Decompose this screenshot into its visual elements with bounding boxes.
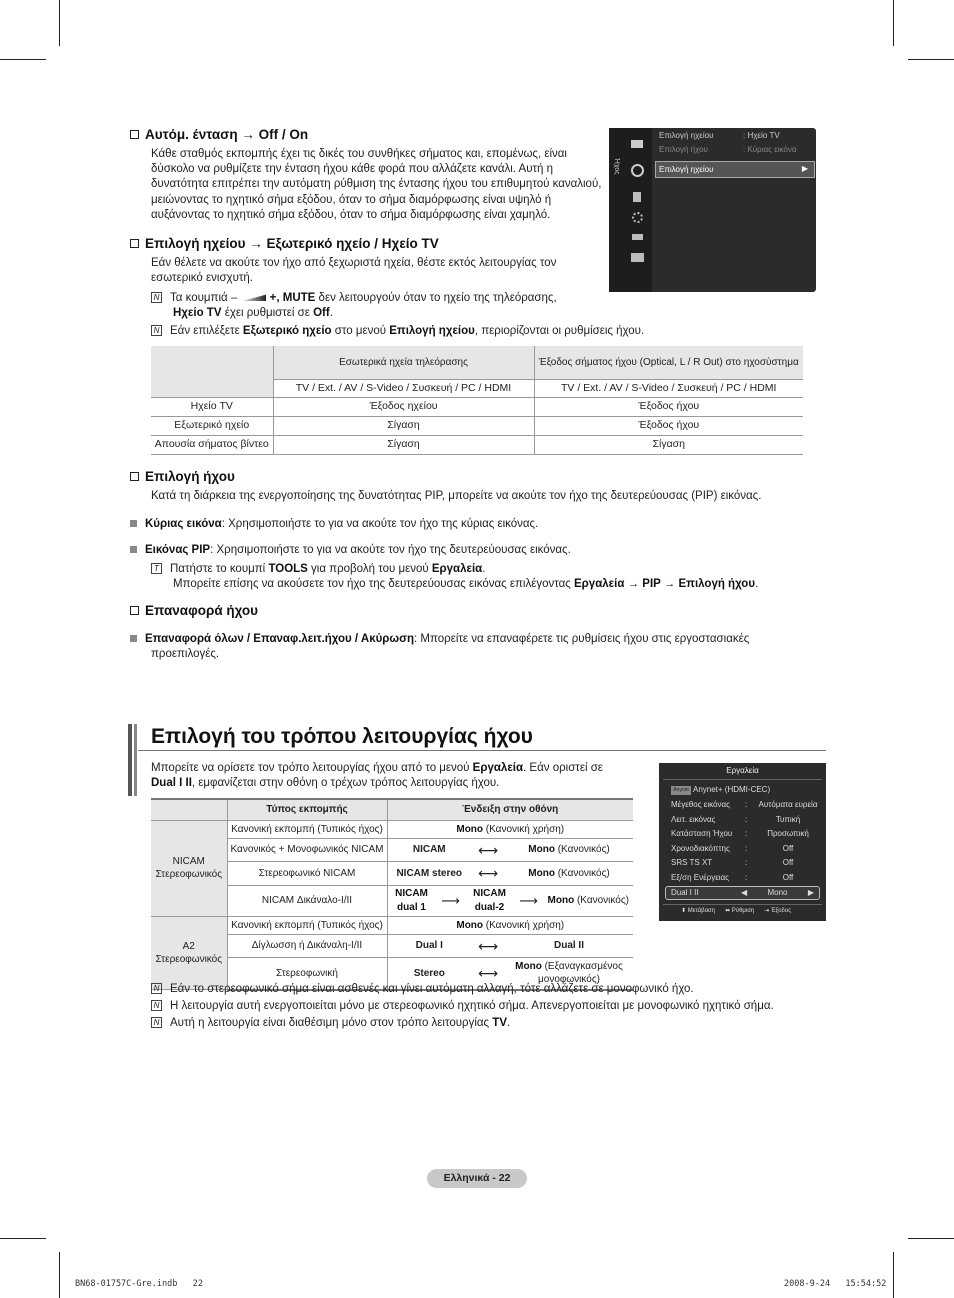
table-header: Εσωτερικά ηχεία τηλεόρασης [273,346,534,379]
note-icon: N [151,983,162,994]
heading-rule [138,750,826,751]
heading-bar [134,724,137,796]
dual-selector[interactable]: Dual I II ◀ Mono ▶ [665,886,820,900]
sound-select-heading: Επιλογή ήχου [130,468,235,486]
reset-bullet: Επαναφορά όλων / Επαναφ.λειτ.ήχου / Ακύρωση: Μπορείτε να επαναφέρετε τις ρυθμίσεις ήχου στις εργοστασιακές προεπιλογές. [130,632,820,662]
speaker-select-heading: Επιλογή ηχείου → Εξωτερικό ηχείο / Ηχείο TV [130,235,439,253]
arrow-left-icon[interactable]: ◀ [741,887,748,897]
anynet-badge: Anynet [671,786,691,795]
note-icon: N [151,325,162,336]
osd-sidebar [609,128,652,292]
mode-note-1: N Εάν το στερεοφωνικό σήμα είναι ασθενές και γίνει αυτόματη αλλαγή, τότε αλλάζετε σε μονοφωνικό ήχο. [151,982,831,997]
left-right-icon: ⬌ [725,908,731,914]
checkbox-icon [130,130,139,139]
up-down-icon: ⬍ [681,908,687,914]
sound-select-bullet-2: Εικόνας PIP: Χρησιμοποιήστε το για να ακούτε τον ήχο της δευτερεύουσας εικόνας. [130,543,830,558]
osd-row-label: Επιλογή ήχου [659,145,708,154]
table-row: Ηχείο TV Έξοδος ηχείου Έξοδος ήχου [151,398,803,417]
auto-volume-heading: Αυτόμ. ένταση → Off / On [130,126,308,144]
mode-note-3: N Αυτή η λειτουργία είναι διαθέσιμη μόνο στον τρόπο λειτουργίας TV. [151,1016,831,1031]
page-number-badge: Ελληνικά - 22 [427,1169,527,1188]
table-header: Ένδειξη στην οθόνη [387,799,633,820]
list-item[interactable]: Εξ/ση Ενέργειας : Off [671,872,794,882]
osd-list [671,800,821,888]
arrow-right-icon: ⟶ [441,893,460,909]
bidirectional-arrow-icon: ⟷ [471,838,505,861]
sound-menu-osd [609,128,816,292]
bidirectional-arrow-icon: ⟷ [471,934,505,957]
setup-icon [632,212,643,223]
note-icon: N [151,292,162,303]
arrow-right-icon: ⟶ [519,893,538,909]
table-row: Στερεοφωνικό NICAM NICAM stereo ⟷ Mono (Κανονικός) [151,862,633,885]
osd-title: Εργαλεία [726,766,759,775]
checkbox-icon [130,606,139,615]
table-row: Απουσία σήματος βίντεο Σίγαση Σίγαση [151,436,803,455]
speaker-table [151,346,803,455]
crop-mark [59,1252,60,1298]
table-row: NICAM Δικάναλο-I/II NICAM dual 1 ⟶ NICAM dual-2 ⟶ Mono (Κανονικός) [151,885,633,916]
table-row: Κανονικός + Μονοφωνικός NICAM NICAM ⟷ Mono (Κανονικός) [151,838,633,861]
list-item[interactable]: Χρονοδιακόπτης : Off [671,843,794,853]
heading-bar [128,724,132,796]
crop-mark [893,1252,894,1298]
table-row: NICAM Στερεοφωνικός Κανονική εκπομπή (Τυπικός ήχος) Mono (Κανονική χρήση) [151,820,633,838]
checkbox-icon [130,472,139,481]
tools-note: T Πατήστε το κουμπί TOOLS για προβολή του μενού Εργαλεία. Μπορείτε επίσης να ακούσετε τον ήχο της δευτερεύουσας εικόνας επιλέγοντας Εργαλεία → PIP → Επιλογή ήχου. [151,562,851,592]
crop-mark [908,59,954,60]
bidirectional-arrow-icon: ⟷ [471,862,505,885]
speaker-select-body: Εάν θέλετε να ακούτε τον ήχο από ξεχωριστά ηχεία, θέστε εκτός λειτουργίας τον εσωτερικό ενισχυτή. [151,257,557,285]
auto-volume-body: Κάθε σταθμός εκπομπής έχει τις δικές του συνθήκες σήματος και, επομένως, είναι δύσκολο να ρυθμίζετε την ένταση ήχου κάθε φορά που αλλάζετε κανάλι. Αυτή η δυνατότητα επιτρέπει την αυτόματη ρύθμιση της έντασης ήχου του επιθυμητού καναλιού, μειώνοντας το ηχητικό σήμα εξόδου, όταν το σήμα διαμόρφωσης είναι υψηλό ή αυξάνοντας το ηχητικό σήμα εξόδου, όταν το σήμα διαμόρφωσης είναι χαμηλό. [151,148,602,221]
table-corner [151,346,273,398]
page-title: Επιλογή του τρόπου λειτουργίας ήχου [151,725,533,748]
table-row: A2 Στερεοφωνικός Κανονική εκπομπή (Τυπικός ήχος) Mono (Κανονική χρήση) [151,916,633,934]
sound-icon [631,164,644,177]
tools-icon: T [151,563,162,574]
crop-mark [893,0,894,46]
table-row: Εξωτερικό ηχείο Σίγαση Έξοδος ήχου [151,417,803,436]
note-icon: N [151,1017,162,1028]
table-header: Έξοδος σήματος ήχου (Optical, L / R Out) στο ηχοσύστημα [534,346,803,379]
osd-row-value: : Κύριας εικόνα [743,145,797,154]
print-footer-left: BN68-01757C-Gre.indb 22 [75,1279,203,1289]
bidirectional-arrow-icon: ⟷ [471,958,505,990]
sound-select-bullet-1: Κύριας εικόνα: Χρησιμοποιήστε το για να ακούτε τον ήχο της κύριας εικόνας. [130,517,830,532]
table-row: Στερεοφωνική Stereo ⟷ Mono (Εξαναγκασμένος μονοφωνικός) [151,958,633,990]
mode-intro: Μπορείτε να ορίσετε τον τρόπο λειτουργίας ήχου από το μενού Εργαλεία. Εάν οριστεί σε Dual I II, εμφανίζεται στην οθόνη ο τρέχων τρόπος λειτουργίας ήχου. [151,762,603,790]
group-label: A2 Στερεοφωνικός [151,916,227,990]
volume-icon [240,294,266,301]
tools-menu-osd [659,763,826,921]
input-icon [632,234,643,240]
reset-heading: Επαναφορά ήχου [130,602,258,620]
print-footer-right: 2008-9-24 15:54:52 [784,1279,887,1289]
table-subheader: TV / Ext. / AV / S-Video / Συσκευή / PC / HDMI [273,379,534,398]
application-icon [631,253,644,262]
osd-row-value: : Ηχείο TV [743,131,780,140]
table-corner [151,799,227,820]
list-item[interactable]: Κατάσταση Ήχου : Προσωπική [671,829,809,839]
osd-selected-row[interactable]: Επιλογή ηχείου ▶ [655,161,815,178]
mode-note-2: N Η λειτουργία αυτή ενεργοποιείται μόνο με στερεοφωνικό ηχητικό σήμα. Απενεργοποιείται με μονοφωνικό ηχητικό σήμα. [151,999,831,1014]
anynet-row[interactable]: Anynet Anynet+ (HDMI-CEC) [671,785,770,796]
list-item[interactable]: Λειτ. εικόνας : Τυπική [671,814,801,824]
speaker-note-2: N Εάν επιλέξετε Εξωτερικό ηχείο στο μενού Επιλογή ηχείου, περιορίζονται οι ρυθμίσεις ήχου. [151,324,851,339]
crop-mark [0,59,46,60]
arrow-right-icon: ▶ [801,164,808,173]
list-item[interactable]: SRS TS XT : Off [671,858,794,868]
crop-mark [908,1238,954,1239]
note-icon: N [151,1000,162,1011]
picture-icon [631,140,643,148]
osd-side-label: Ήχος [613,158,621,175]
crop-mark [59,0,60,46]
crop-mark [0,1238,46,1239]
exit-icon: ⇥ [764,908,770,914]
osd-row-label: Επιλογή ηχείου [659,131,714,140]
table-row: Δίγλωσση ή Δικάναλη-I/II Dual I ⟷ Dual II [151,934,633,957]
table-subheader: TV / Ext. / AV / S-Video / Συσκευή / PC / HDMI [534,379,803,398]
sound-select-body: Κατά τη διάρκεια της ενεργοποίησης της δυνατότητας PIP, μπορείτε να ακούτε τον ήχο της δευτερεύουσας (PIP) εικόνας. [151,490,762,502]
bullet-icon [130,635,137,642]
list-item[interactable]: Μέγεθος εικόνας : Αυτόματα ευρεία [671,800,818,809]
arrow-right-icon[interactable]: ▶ [807,887,814,897]
mode-table [151,798,633,991]
checkbox-icon [130,239,139,248]
channel-icon [633,192,641,202]
bullet-icon [130,546,137,553]
group-label: NICAM Στερεοφωνικός [151,820,227,916]
table-header: Τύπος εκπομπής [227,799,387,820]
bullet-icon [130,520,137,527]
osd-footer: ⬍ Μετάβαση ⬌ Ρύθμιση ⇥ Έξοδος [681,908,792,914]
speaker-note-1: N Τα κουμπιά – +, MUTE δεν λειτουργούν όταν το ηχείο της τηλεόρασης, Ηχείο TV έχει ρυθμιστεί σε Off. [151,291,611,321]
